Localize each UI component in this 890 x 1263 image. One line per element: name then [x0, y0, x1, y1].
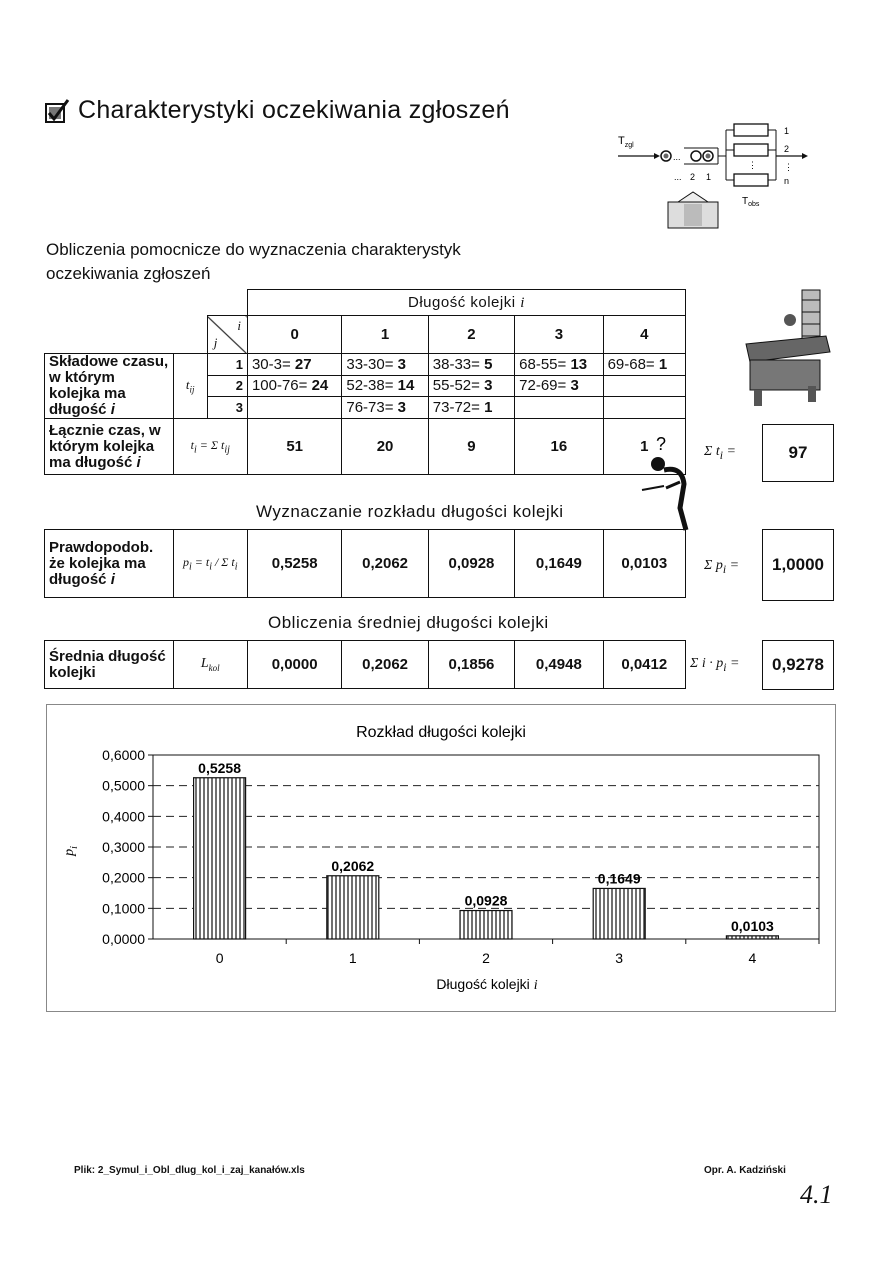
total-i3: 16	[515, 419, 603, 475]
mean-i0: 0,0000	[247, 641, 341, 689]
prob-i4: 0,0103	[603, 530, 685, 598]
ti-sum-formula: $t_i = \Sigma$ $t_{ij}$	[173, 419, 247, 475]
chart-title: Rozkład długości kolejki	[356, 724, 526, 741]
queue-label-1: 1	[706, 172, 712, 182]
channel-label-1: 1	[784, 126, 790, 136]
time-components-table	[44, 289, 686, 475]
queue-label-dots: ...	[674, 172, 682, 182]
cell-j2-i0: 100-76= 24	[247, 375, 341, 397]
y-tick-label: 0,3000	[102, 839, 145, 855]
svg-text:?: ?	[656, 434, 667, 454]
t-zgl-label: $T_{zgl}$	[618, 135, 634, 149]
mean-i2: 0,1856	[428, 641, 514, 689]
sum-ti-formula: Σ $t_i$ =	[704, 444, 736, 462]
total-i1: 20	[342, 419, 428, 475]
data-label-1: 0,2062	[331, 857, 375, 874]
queue-distribution-chart	[47, 705, 835, 1011]
y-tick-label: 0,6000	[102, 747, 145, 763]
page-mark: 4.1	[800, 1180, 833, 1209]
total-i4: 1	[603, 419, 685, 475]
queue-system-diagram	[614, 118, 814, 230]
y-tick-label: 0,4000	[102, 808, 145, 825]
cell-j1-i4: 69-68= 1	[603, 354, 685, 376]
sum-pi-formula: Σ $p_i$ =	[704, 558, 740, 576]
sum-i-pi-formula: Σ $i \cdot p_i$ =	[690, 656, 740, 674]
x-axis-label: Długość kolejki i	[436, 976, 538, 993]
footer-file-name: Plik: 2_Symul_i_Obl_dlug_kol_i_zaj_kanałów.xls	[74, 1165, 305, 1176]
section-mean-title: Obliczenia średniej długości kolejki	[268, 613, 549, 632]
channel-label-n: n	[784, 176, 790, 186]
y-axis-label: $p_i$	[62, 846, 80, 856]
cell-j2-i1: 52-38= 14	[342, 375, 428, 397]
y-tick-label: 0,1000	[102, 900, 145, 917]
bar-1	[327, 876, 379, 939]
data-label-2: 0,0928	[464, 892, 508, 909]
cell-j2-i4	[603, 375, 685, 397]
cell-j3-i1: 76-73= 3	[342, 397, 428, 419]
x-tick-label-4: 4	[748, 950, 757, 966]
mean-i1: 0,2062	[342, 641, 428, 689]
chart-panel	[46, 704, 836, 1012]
mean-i4: 0,0412	[603, 641, 685, 689]
j-index-3: 3	[207, 397, 247, 419]
channel-label-2: 2	[784, 144, 790, 154]
col-header-0: 0	[247, 316, 341, 354]
data-label-0: 0,5258	[198, 759, 242, 776]
probability-label: Prawdopodob. że kolejka ma długość i	[45, 530, 174, 598]
sum-mean-box: 0,9278	[762, 640, 834, 690]
page-title-row	[44, 96, 510, 125]
subtitle: Obliczenia pomocnicze do wyznaczenia charakterystyk oczekiwania zgłoszeń	[46, 240, 461, 283]
mean-i3: 0,4948	[515, 641, 603, 689]
x-tick-label-2: 2	[482, 950, 490, 966]
cell-j1-i0: 30-3= 27	[247, 354, 341, 376]
l-kol-symbol: $L_{kol}$	[173, 641, 247, 689]
mean-length-table	[44, 640, 686, 689]
queue-length-header: Długość kolejki i	[247, 290, 685, 316]
col-header-3: 3	[515, 316, 603, 354]
pi-formula: $p_i = t_i / \Sigma$ $t_i$	[173, 530, 247, 598]
prob-i1: 0,2062	[342, 530, 428, 598]
cell-j3-i0	[247, 397, 341, 419]
cell-j3-i3	[515, 397, 603, 419]
cell-j1-i3: 68-55= 13	[515, 354, 603, 376]
prob-i3: 0,1649	[515, 530, 603, 598]
sum-prob-box: 1,0000	[762, 529, 834, 601]
total-i0: 51	[247, 419, 341, 475]
j-index-2: 2	[207, 375, 247, 397]
j-index-1: 1	[207, 354, 247, 376]
office-worker-illustration	[736, 286, 836, 414]
col-header-4: 4	[603, 316, 685, 354]
corner-i-j-cell: i j	[207, 316, 247, 354]
prob-i2: 0,0928	[428, 530, 514, 598]
cell-j2-i2: 55-52= 3	[428, 375, 514, 397]
x-tick-label-0: 0	[215, 950, 224, 966]
cell-j2-i3: 72-69= 3	[515, 375, 603, 397]
components-row-label: Składowe czasu, w którym kolejka ma długość i	[45, 354, 174, 419]
total-time-label: Łącznie czas, w którym kolejka ma długość i	[45, 419, 174, 475]
page-title: Charakterystyki oczekiwania zgłoszeń	[78, 96, 510, 124]
col-header-2: 2	[428, 316, 514, 354]
bar-4	[726, 936, 778, 939]
prob-i0: 0,5258	[247, 530, 341, 598]
thinking-figure-illustration	[636, 434, 696, 534]
x-tick-label-1: 1	[348, 950, 357, 966]
y-tick-label: 0,0000	[102, 931, 145, 947]
svg-text:...: ...	[673, 152, 681, 162]
checkbox-icon	[44, 98, 70, 124]
probability-table	[44, 529, 686, 598]
queue-label-2: 2	[690, 172, 696, 182]
col-header-1: 1	[342, 316, 428, 354]
svg-text:⋮: ⋮	[784, 162, 793, 172]
sum-total-box: 97	[762, 424, 834, 482]
x-tick-label-3: 3	[615, 950, 624, 966]
data-label-3: 0,1649	[597, 870, 641, 887]
bar-0	[194, 778, 246, 939]
y-tick-label: 0,2000	[102, 869, 145, 886]
y-tick-label: 0,5000	[102, 777, 145, 794]
svg-text:⋮: ⋮	[748, 160, 757, 170]
t-obs-label: $T_{obs}$	[742, 196, 760, 208]
tij-symbol: $t_{ij}$	[173, 354, 207, 419]
cell-j1-i2: 38-33= 5	[428, 354, 514, 376]
mean-length-label: Średnia długość kolejki	[45, 641, 174, 689]
cell-j3-i4	[603, 397, 685, 419]
section-distribution-title: Wyznaczanie rozkładu długości kolejki	[256, 502, 564, 521]
bar-2	[460, 911, 512, 939]
bar-3	[593, 888, 645, 939]
cell-j3-i2: 73-72= 1	[428, 397, 514, 419]
cell-j1-i1: 33-30= 3	[342, 354, 428, 376]
total-i2: 9	[428, 419, 514, 475]
data-label-4: 0,0103	[730, 917, 774, 934]
footer-author: Opr. A. Kadziński	[704, 1165, 786, 1176]
